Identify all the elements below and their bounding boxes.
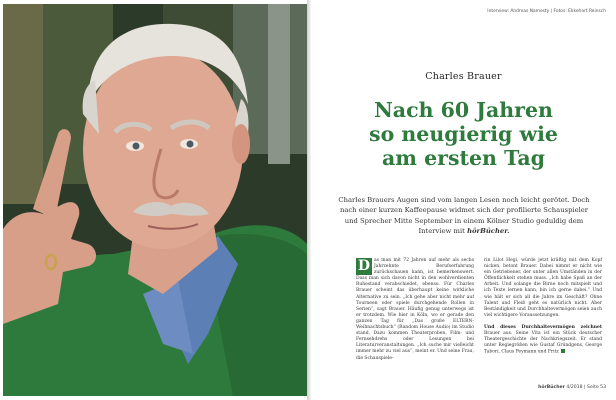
lead-brand: hörBücher. <box>467 227 510 236</box>
article-page <box>311 0 616 400</box>
person-name: Charles Brauer <box>425 71 502 82</box>
lead-text: Charles Brauers Augen sind vom langen Lesen noch leicht gerötet. Doch nach einer kurzen Kaffeepause widmet sich der profilierte Schauspieler und Sprecher Mitte September in einem Kölner Studio geduldig dem Interview mit <box>338 196 590 236</box>
body-column-1 <box>356 258 474 362</box>
photo-credit: Interview: Andreas Namesty | Fotos: Ekkehart Reinsch <box>487 9 606 14</box>
body-column-2 <box>484 258 602 356</box>
footer-issue: 4/2018 <box>566 385 583 390</box>
body-subhead: Und dieses Durchhaltevermögen zeichnet <box>484 325 602 331</box>
footer-brand: hörBücher <box>538 385 565 390</box>
lead-paragraph <box>333 195 595 237</box>
headline-line: am ersten Tag <box>382 146 545 170</box>
headline-line: Nach 60 Jahren <box>374 98 553 122</box>
body-text: as man mit 72 Jahren auf mehr als sechs Jahrzehnte Berufserfahrung zurückschauen kann, ist bemerkenswert. Dass man sich davon nicht in den wohlverdienten Ruhestand verabschiedet, ebenso. Für Charles Brauer scheint das überhaupt keine wirkliche Alternative zu sein. „Ich gehe aber nicht mehr auf Tourneen oder spiele durchgehende Rollen in Serien“, sagt Brauer. Häufig genug unterwegs ist er trotzdem. Wie hier in Köln, wo er gerade den ganzen Tag für „Das große ELTERN-Weihnachtsbuch“ (Random House Audio) im Studio stand. Dazu kommen Theaterproben, Film- und Fernsehdrehs oder Lesungen bei Literaturveranstaltungen. „Ich suche mir vielleicht immer mehr zu viel aus“, meint er. Und seine Frau, die Schauspiele- <box>356 258 474 361</box>
end-mark-icon <box>561 349 565 353</box>
body-text: Brauer aus. Seine Vita ist ein Stück deutscher Theatergeschichte der Nachkriegszeit. Er stand unter Regiegrößen wie Gustaf Gründgens, George Tabori, Claus Peymann und Fritz <box>484 331 602 355</box>
portrait-photo <box>3 4 307 396</box>
footer-page: Seite 53 <box>587 385 606 390</box>
drop-cap: D <box>357 258 371 274</box>
headline-line: so neugierig wie <box>369 122 558 146</box>
page-footer: hörBücher 4/2018 | Seite 53 <box>538 385 606 390</box>
article-headline <box>311 98 616 170</box>
body-text: rin Lilot Hegi, würde jetzt kräftig mit dem Kopf nicken, betont Brauer. Dabei nimmt er nicht wie ein Getriebener, der unter allen Umständen in der Öffentlichkeit stehen muss. „Ich habe Spaß an der Arbeit. Und solange die Birne noch mitspielt und ich Texte lernen kann, bin ich gerne dabei.“ Und wie hält er sich all die Jahre im Geschäft? Ohne Talent und Fleiß geht es natürlich nicht. Aber Beständigkeit und Durchhaltevermögen seien auch viel wichtigere Voraussetzungen. <box>484 258 602 318</box>
